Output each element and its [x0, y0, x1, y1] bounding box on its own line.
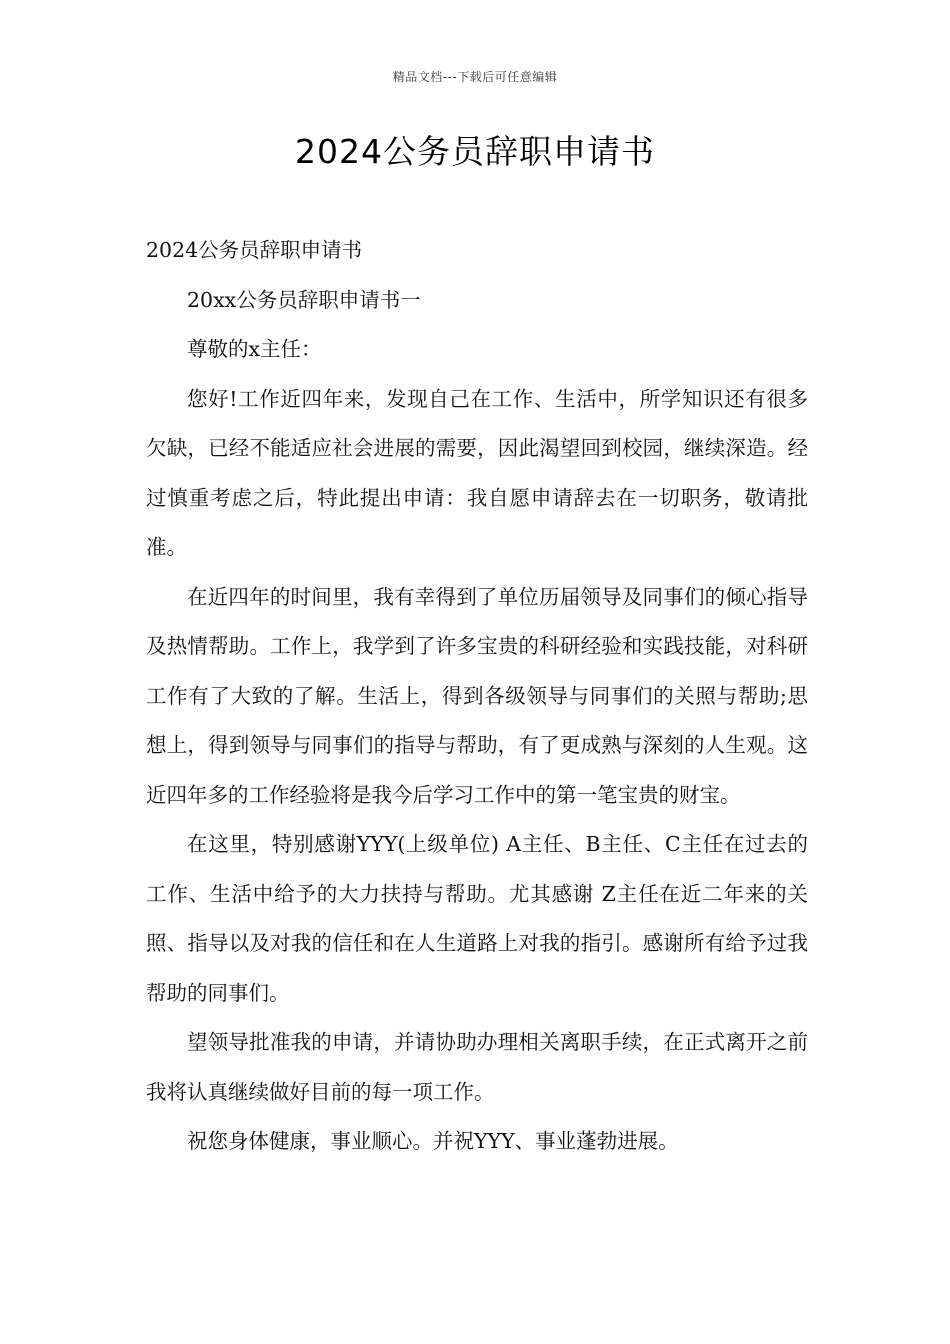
body-paragraph: 望领导批准我的申请，并请协助办理相关离职手续，在正式离开之前我将认真继续做好目前的每一项工作。: [146, 1030, 808, 1104]
closing-wishes: 祝您身体健康，事业顺心。并祝YYY、事业蓬勃进展。: [187, 1129, 679, 1153]
letter-heading: 20xx公务员辞职申请书一: [187, 287, 421, 312]
letter-salutation: 尊敬的x主任：: [187, 337, 322, 361]
page-header: 精品文档---下载后可任意编辑: [392, 70, 558, 84]
document-title: 2024公务员辞职申请书: [295, 132, 655, 171]
body-paragraph: 您好!工作近四年来，发现自己在工作、生活中，所学知识还有很多欠缺，已经不能适应社会进展的需要，因此渴望回到校园，继续深造。经过慎重考虑之后，特此提出申请：我自愿申请辞去在一切职务，敬请批准。: [146, 386, 808, 559]
body-paragraph: 在这里，特别感谢YYY(上级单位) A主任、B主任、C主任在过去的工作、生活中给予的大力扶持与帮助。尤其感谢 Z主任在近二年来的关照、指导以及对我的信任和在人生道路上对我的指引。感谢所有给予过我帮助的同事们。: [146, 832, 808, 1005]
body-paragraph: 在近四年的时间里，我有幸得到了单位历届领导及同事们的倾心指导及热情帮助。工作上，我学到了许多宝贵的科研经验和实践技能，对科研工作有了大致的了解。生活上，得到各级领导与同事们的关照与帮助;思想上，得到领导与同事们的指导与帮助，有了更成熟与深刻的人生观。这近四年多的工作经验将是我今后学习工作中的第一笔宝贵的财宝。: [146, 584, 808, 807]
document-body: [146, 226, 808, 1167]
document-subtitle: 2024公务员辞职申请书: [146, 238, 363, 262]
